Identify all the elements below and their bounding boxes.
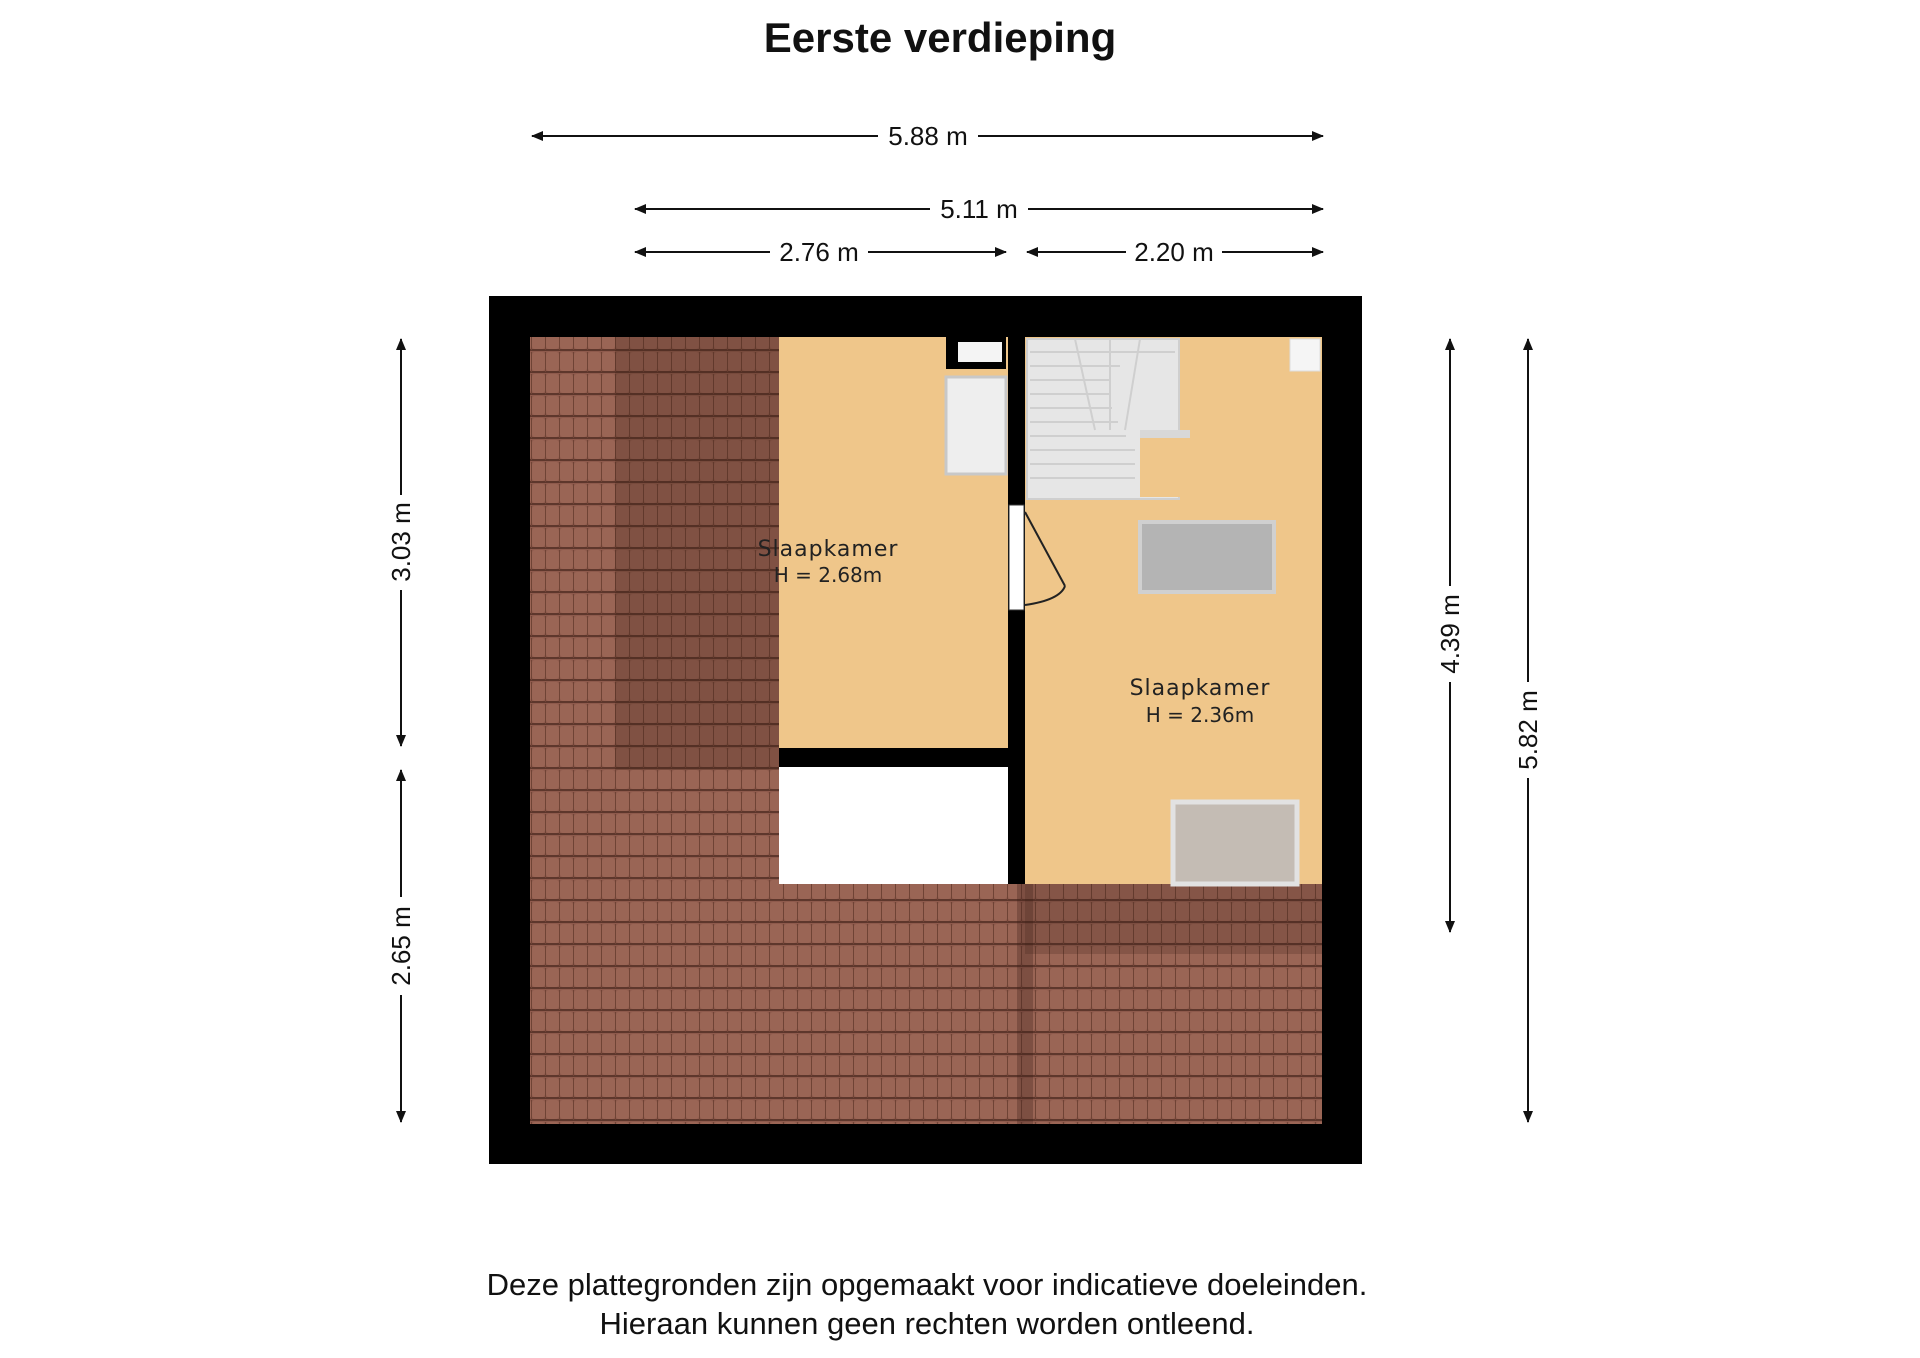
dimension-right-room-height [1435, 339, 1465, 932]
floor-title: Eerste verdieping [763, 14, 1117, 61]
closet-niche-white [958, 342, 1002, 362]
dimension-left-upper-height [386, 339, 416, 746]
dimension-label: 5.82 m [1513, 690, 1543, 770]
dimension-label: 3.03 m [386, 502, 416, 582]
dimension-overall-width [532, 121, 1323, 151]
dimension-right-room-width [1027, 237, 1323, 267]
dimension-left-lower-height [386, 770, 416, 1122]
dimension-left-room-width [635, 237, 1006, 267]
disclaimer-line-1: Deze plattegronden zijn opgemaakt voor indicatieve doeleinden. [486, 1267, 1368, 1302]
rug [1140, 522, 1274, 592]
roof-shadow [615, 337, 779, 770]
room-label-right: Slaapkamer [1129, 676, 1271, 701]
inner-wall-horizontal [779, 748, 1025, 767]
staircase [1027, 339, 1190, 499]
bed [1173, 802, 1297, 884]
room-height-left: H = 2.68m [773, 563, 883, 587]
dimension-inner-width [635, 194, 1323, 224]
disclaimer [0, 1265, 1854, 1343]
dimension-label: 2.76 m [779, 237, 859, 267]
roof-shadow-band [1025, 884, 1322, 954]
dimension-label: 5.11 m [940, 194, 1018, 224]
dimension-label: 2.65 m [386, 906, 416, 986]
dimension-overall-height [1513, 339, 1543, 1122]
dimension-label: 4.39 m [1435, 594, 1465, 674]
dimension-label: 2.20 m [1134, 237, 1214, 267]
void-area [779, 767, 1008, 884]
disclaimer-line-2: Hieraan kunnen geen rechten worden ontleend. [599, 1306, 1255, 1341]
door-opening [1009, 505, 1024, 610]
room-label-left: Slaapkamer [757, 537, 899, 562]
closet-cabinet [946, 377, 1006, 474]
chimney-square [1290, 339, 1320, 371]
room-height-right: H = 2.36m [1145, 703, 1255, 727]
dimension-label: 5.88 m [888, 121, 968, 151]
